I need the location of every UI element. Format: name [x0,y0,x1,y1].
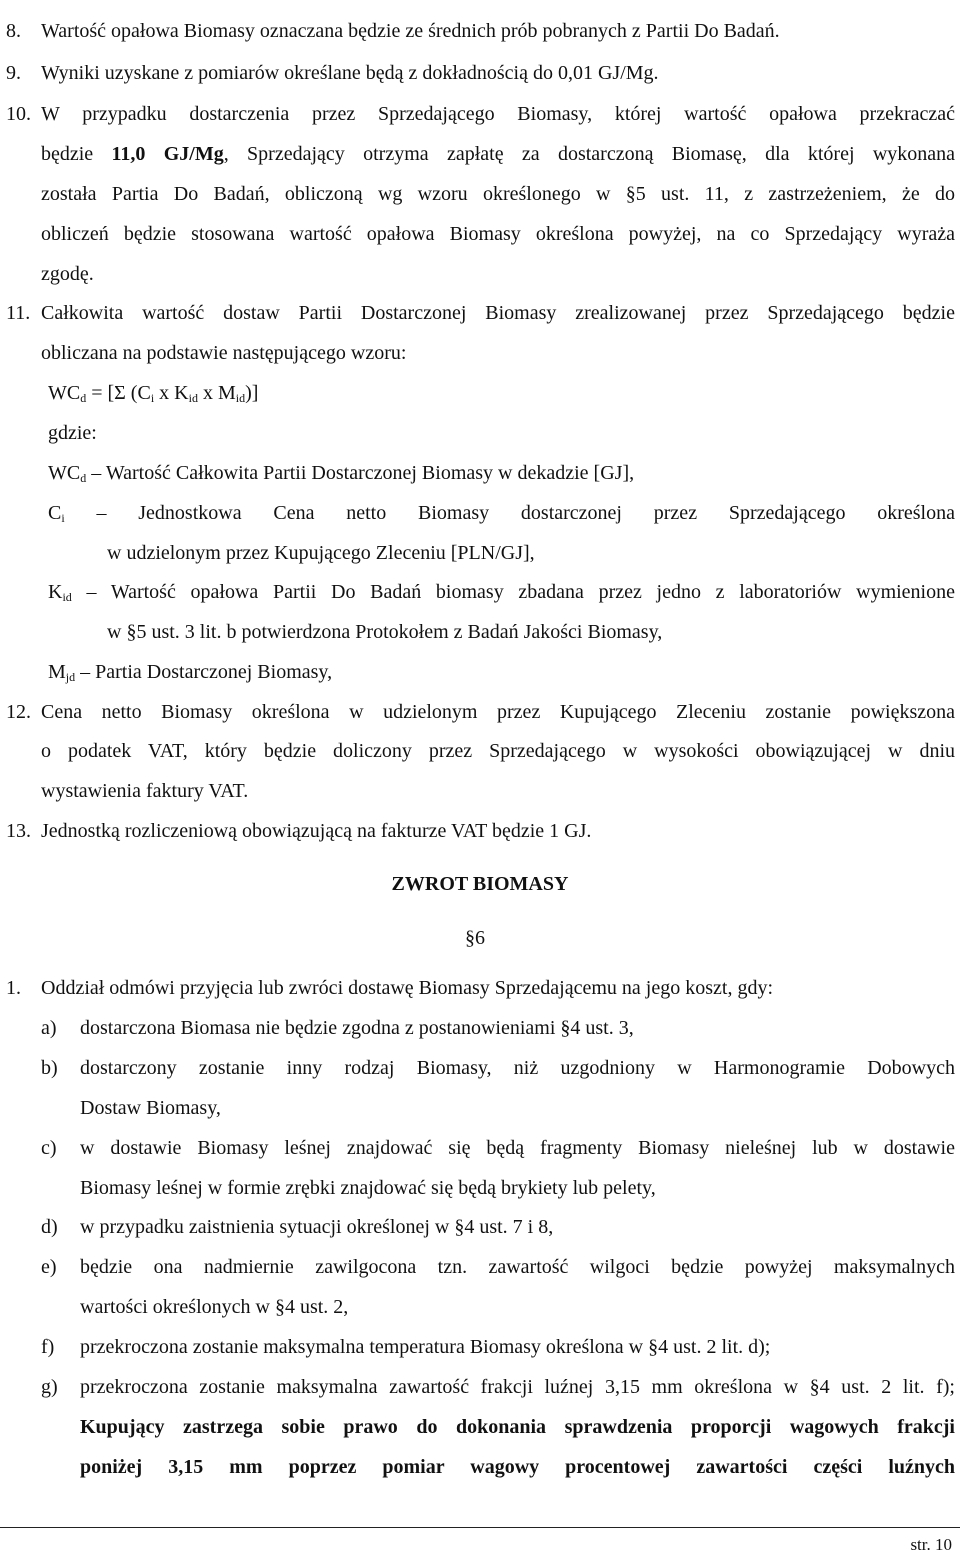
footer-rule [0,1527,960,1528]
list-item: przekroczona zostanie maksymalna zawartość frakcji luźnej 3,15 mm określona w §4 ust. 2 lit. f); [80,1376,955,1398]
definition: $C_i$ – Jednostkowa Cena netto Biomasy dostarczonej przez Sprzedającego określona [48,502,955,525]
list-item: w przypadku zaistnienia sytuacji określonej w §4 ust. 7 i 8, [80,1216,554,1238]
item-number: 9. [6,62,21,84]
item-text: obliczana na podstawie następującego wzoru: [41,342,407,364]
item-text: obliczeń będzie stosowana wartość opałowa Biomasy określona powyżej, na co Sprzedający wyraża [41,223,955,245]
item-text: Całkowita wartość dostaw Partii Dostarczonej Biomasy zrealizowanej przez Sprzedającego będzie [41,302,955,324]
definition-continuation: w udzielonym przez Kupującego Zleceniu [PLN/GJ], [107,542,535,564]
list-label: c) [41,1137,57,1159]
list-label: d) [41,1216,58,1238]
list-label: g) [41,1376,58,1398]
item-number: 13. [6,820,31,842]
formula-where-label: gdzie: [48,422,97,444]
formula: $WC_d = [\Sigma$ ($C_i$ x $K_{id}$ x $M_{id}$)] [48,382,259,405]
item-text: Wartość opałowa Biomasy oznaczana będzie ze średnich prób pobranych z Partii Do Badań. [41,20,780,42]
paragraph-mark: §6 [465,927,485,949]
list-label: f) [41,1336,55,1358]
page-number: str. 10 [910,1535,952,1554]
list-item-bold: Kupujący zastrzega sobie prawo do dokonania sprawdzenia proporcji wagowych frakcji [80,1416,955,1438]
item-number: 12. [6,701,31,723]
item-text: Cena netto Biomasy określona w udzielonym przez Kupującego Zleceniu zostanie powiększona [41,701,955,723]
list-item-continuation: wartości określonych w §4 ust. 2, [80,1296,349,1318]
list-item: przekroczona zostanie maksymalna temperatura Biomasy określona w §4 ust. 2 lit. d); [80,1336,771,1358]
item-text: została Partia Do Badań, obliczoną wg wzoru określonego w §5 ust. 11, z zastrzeżeniem, że do [41,183,955,205]
definition: $M_{jd}$ – Partia Dostarczonej Biomasy, [48,661,333,684]
definition: $K_{id}$ – Wartość opałowa Partii Do Badań biomasy zbadana przez jedno z laboratoriów wymienione [48,581,955,604]
list-label: b) [41,1057,58,1079]
definition-continuation: w §5 ust. 3 lit. b potwierdzona Protokołem z Badań Jakości Biomasy, [107,621,663,643]
item-text: o podatek VAT, który będzie doliczony przez Sprzedającego w wysokości obowiązującej w dniu [41,740,955,762]
list-item: dostarczona Biomasa nie będzie zgodna z postanowieniami §4 ust. 3, [80,1017,634,1039]
item-text: Jednostką rozliczeniową obowiązującą na fakturze VAT będzie 1 GJ. [41,820,592,842]
item-number: 11. [6,302,31,324]
item-number: 8. [6,20,21,42]
list-label: e) [41,1256,57,1278]
list-item-continuation: Biomasy leśnej w formie zrębki znajdować się będą brykiety lub pelety, [80,1177,656,1199]
list-item: będzie ona nadmiernie zawilgocona tzn. zawartość wilgoci będzie powyżej maksymalnych [80,1256,955,1278]
item-text: wystawienia faktury VAT. [41,780,249,802]
item-text: Oddział odmówi przyjęcia lub zwróci dostawę Biomasy Sprzedającemu na jego koszt, gdy: [41,977,774,999]
list-item-bold: poniżej 3,15 mm poprzez pomiar wagowy procentowej zawartości części luźnych [80,1456,955,1478]
item-number: 1. [6,977,21,999]
section-title: ZWROT BIOMASY [391,873,569,895]
item-number: 10. [6,103,31,125]
item-text: Wyniki uzyskane z pomiarów określane będą z dokładnością do 0,01 GJ/Mg. [41,62,659,84]
list-item: w dostawie Biomasy leśnej znajdować się będą fragmenty Biomasy nieleśnej lub w dostawie [80,1137,955,1159]
item-text: W przypadku dostarczenia przez Sprzedającego Biomasy, której wartość opałowa przekraczać [41,103,955,125]
item-text: zgodę. [41,263,94,285]
definition: $WC_d$ – Wartość Całkowita Partii Dostarczonej Biomasy w dekadzie [GJ], [48,462,635,485]
list-item: dostarczony zostanie inny rodzaj Biomasy, niż uzgodniony w Harmonogramie Dobowych [80,1057,955,1079]
item-text: będzie 11,0 GJ/Mg, Sprzedający otrzyma zapłatę za dostarczoną Biomasę, dla której wykonana [41,143,956,165]
list-item-continuation: Dostaw Biomasy, [80,1097,221,1119]
list-label: a) [41,1017,57,1039]
